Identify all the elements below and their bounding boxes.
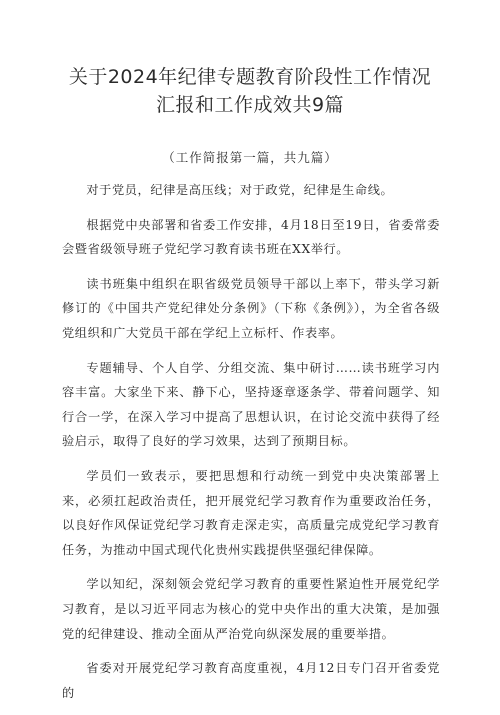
document-subtitle: （工作简报第一篇，共九篇） <box>162 150 338 165</box>
document-title-line1: 关于2024年纪律专题教育阶段性工作情况 <box>68 66 432 88</box>
paragraph-4: 专题辅导、个人自学、分组交流、集中研讨……读书班学习内容丰富。大家坐下来、静下心，坚持逐章逐条学、带着问题学、知行合一学，在深入学习中提高了思想认识，在讨论交流中获得了经验启示，取得了良好的学习效果，达到了预期目标。 <box>62 360 440 449</box>
paragraph-5: 学员们一致表示，要把思想和行动统一到党中央决策部署上来，必须扛起政治责任，把开展党纪学习教育作为重要政治任务，以良好作风保证党纪学习教育走深走实，高质量完成党纪学习教育任务，为推动中国式现代化贵州实践提供坚强纪律保障。 <box>62 468 440 557</box>
paragraph-7: 省委对开展党纪学习教育高度重视，4月12日专门召开省委党的 <box>62 661 440 700</box>
paragraph-2: 根据党中央部署和省委工作安排，4月18日至19日，省委常委会暨省级领导班子党纪学习教育读书班在XX举行。 <box>62 217 440 257</box>
paragraph-1: 对于党员，纪律是高压线；对于政党，纪律是生命线。 <box>86 183 394 197</box>
paragraph-3: 读书班集中组织在职省级党员领导干部以上率下，带头学习新修订的《中国共产党纪律处分条例》（下称《条例》），为全省各级党组织和广大党员干部在学纪上立标杆、作表率。 <box>62 276 440 340</box>
paragraph-6: 学以知纪，深刻领会党纪学习教育的重要性紧迫性开展党纪学习教育，是以习近平同志为核心的党中央作出的重大决策，是加强党的纪律建设、推动全面从严治党向纵深发展的重要举措。 <box>62 577 440 641</box>
document-title-line2: 汇报和工作成效共9篇 <box>155 94 345 116</box>
document-body <box>62 178 440 715</box>
